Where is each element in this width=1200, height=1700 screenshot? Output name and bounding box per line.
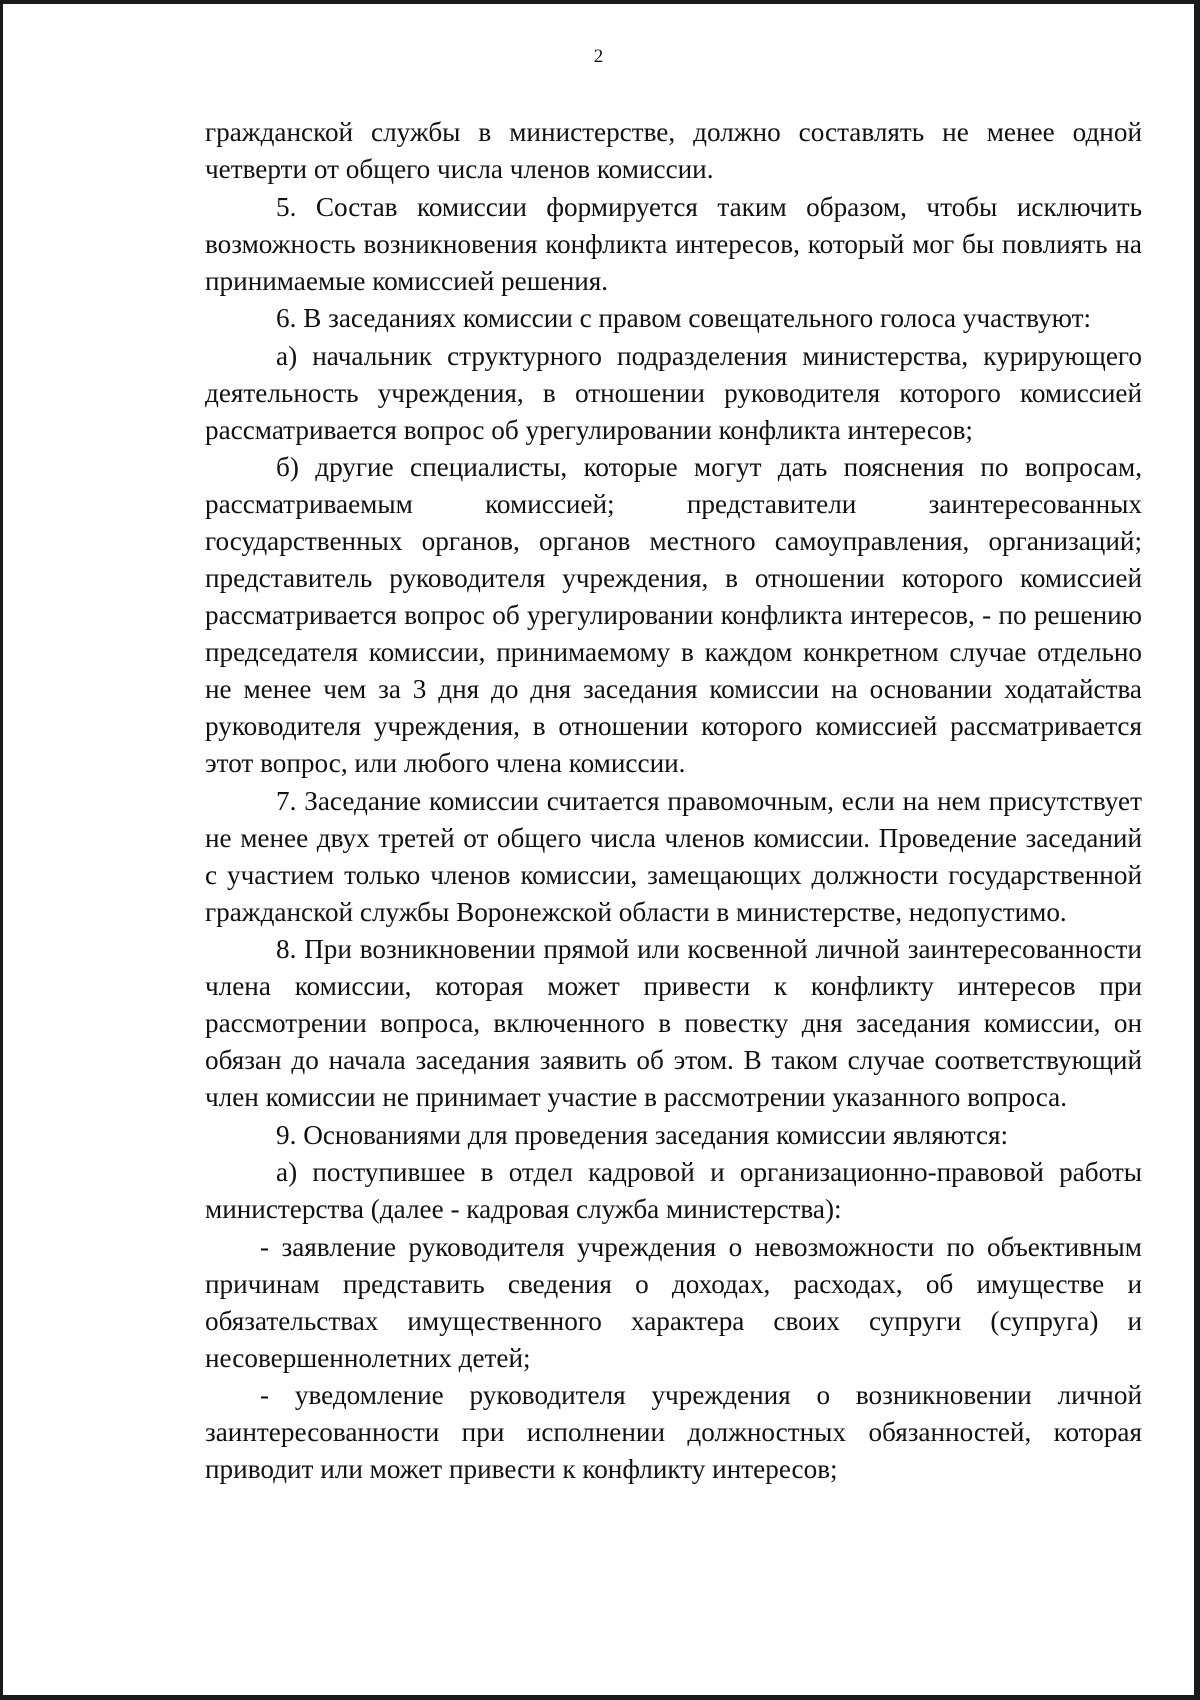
paragraph-item-6b: б) другие специалисты, которые могут дать пояснения по вопросам, рассматриваемым комиссией; представители заинтересованных государственных органов, органов местного самоуправления, организаций; представитель руководителя учреждения, в отношении которого комиссией рассматривается вопрос об урегулировании конфликта интересов, - по решению председателя комиссии, принимаемому в каждом конкретном случае отдельно не менее чем за 3 дня до дня заседания комиссии на основании ходатайства руководителя учреждения, в отношении которого комиссией рассматривается этот вопрос, или любого члена комиссии. — [205, 452, 1142, 778]
paragraph-item-9: 9. Основаниями для проведения заседания комиссии являются: — [276, 1119, 1009, 1150]
document-body — [205, 114, 1142, 1489]
paragraph-item-7: 7. Заседание комиссии считается правомочным, если на нем присутствует не менее двух третей от общего числа членов комиссии. Проведение заседаний с участием только членов комиссии, замещающих должности государственной гражданской службы Воронежской области в министерстве, недопустимо. — [205, 785, 1142, 927]
paragraph-item-8: 8. При возникновении прямой или косвенной личной заинтересованности члена комиссии, которая может привести к конфликту интересов при рассмотрении вопроса, включенного в повестку дня заседания комиссии, он обязан до начала заседания заявить об этом. В таком случае соответствующий член комиссии не принимает участие в рассмотрении указанного вопроса. — [205, 934, 1142, 1112]
paragraph-item-6a: а) начальник структурного подразделения министерства, курирующего деятельность учреждения, в отношении руководителя которого комиссией рассматривается вопрос об урегулировании конфликта интересов; — [205, 340, 1142, 445]
paragraph-continuation: гражданской службы в министерстве, должно составлять не менее одной четверти от общего числа членов комиссии. — [205, 117, 1142, 184]
page-number: 2 — [593, 46, 604, 67]
paragraph-item-9a: а) поступившее в отдел кадровой и организационно-правовой работы министерства (далее - кадровая служба министерства): — [205, 1157, 1142, 1224]
paragraph-dash-item-1: - заявление руководителя учреждения о невозможности по объективным причинам представить сведения о доходах, расходах, об имуществе и обязательствах имущественного характера своих супруги (супруга) и несовершеннолетних детей; — [205, 1231, 1142, 1373]
paragraph-item-6: 6. В заседаниях комиссии с правом совещательного голоса участвуют: — [276, 303, 1092, 333]
paragraph-dash-item-2: - уведомление руководителя учреждения о возникновении личной заинтересованности при исполнении должностных обязанностей, которая приводит или может привести к конфликту интересов; — [205, 1380, 1142, 1484]
paragraph-item-5: 5. Состав комиссии формируется таким образом, чтобы исключить возможность возникновения конфликта интересов, который мог бы повлиять на принимаемые комиссией решения. — [205, 191, 1142, 296]
